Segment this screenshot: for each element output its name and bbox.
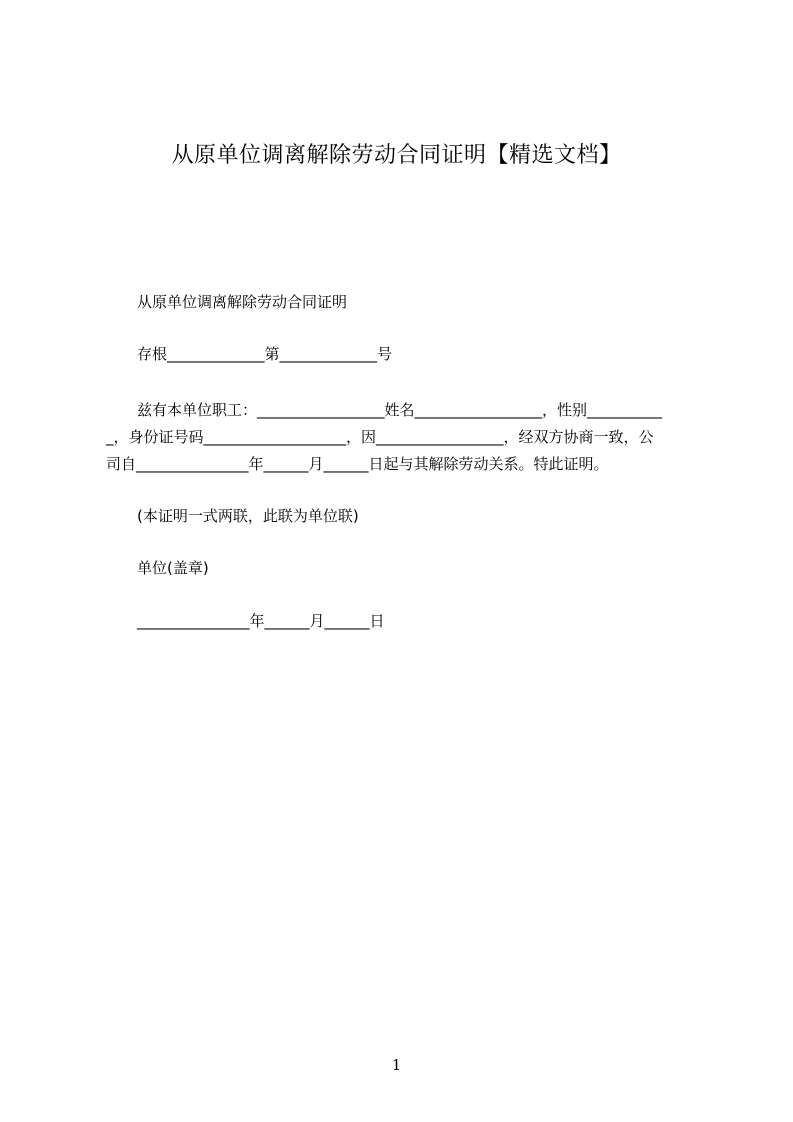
certificate-heading: 从原单位调离解除劳动合同证明 — [137, 293, 348, 311]
seal-line: 单位(盖章) — [137, 559, 209, 577]
page-number: 1 — [391, 1056, 402, 1074]
document-title: 从原单位调离解除劳动合同证明【精选文档】 — [171, 143, 622, 168]
date-line: _______________年______月______日 — [137, 612, 385, 630]
copy-note: (本证明一式两联，此联为单位联) — [137, 507, 359, 525]
body-text-line-2: _，身份证号码___________________，因_________________，经双方协商一致，公 — [106, 428, 654, 446]
body-text-line-1: 兹有本单位职工：_________________姓名_________________，性别__________ — [137, 401, 663, 419]
body-text-line-3: 司自_______________年______月______日起与其解除劳动关系。特此证明。 — [106, 455, 609, 473]
stub-number-line: 存根_____________第_____________号 — [137, 345, 393, 363]
